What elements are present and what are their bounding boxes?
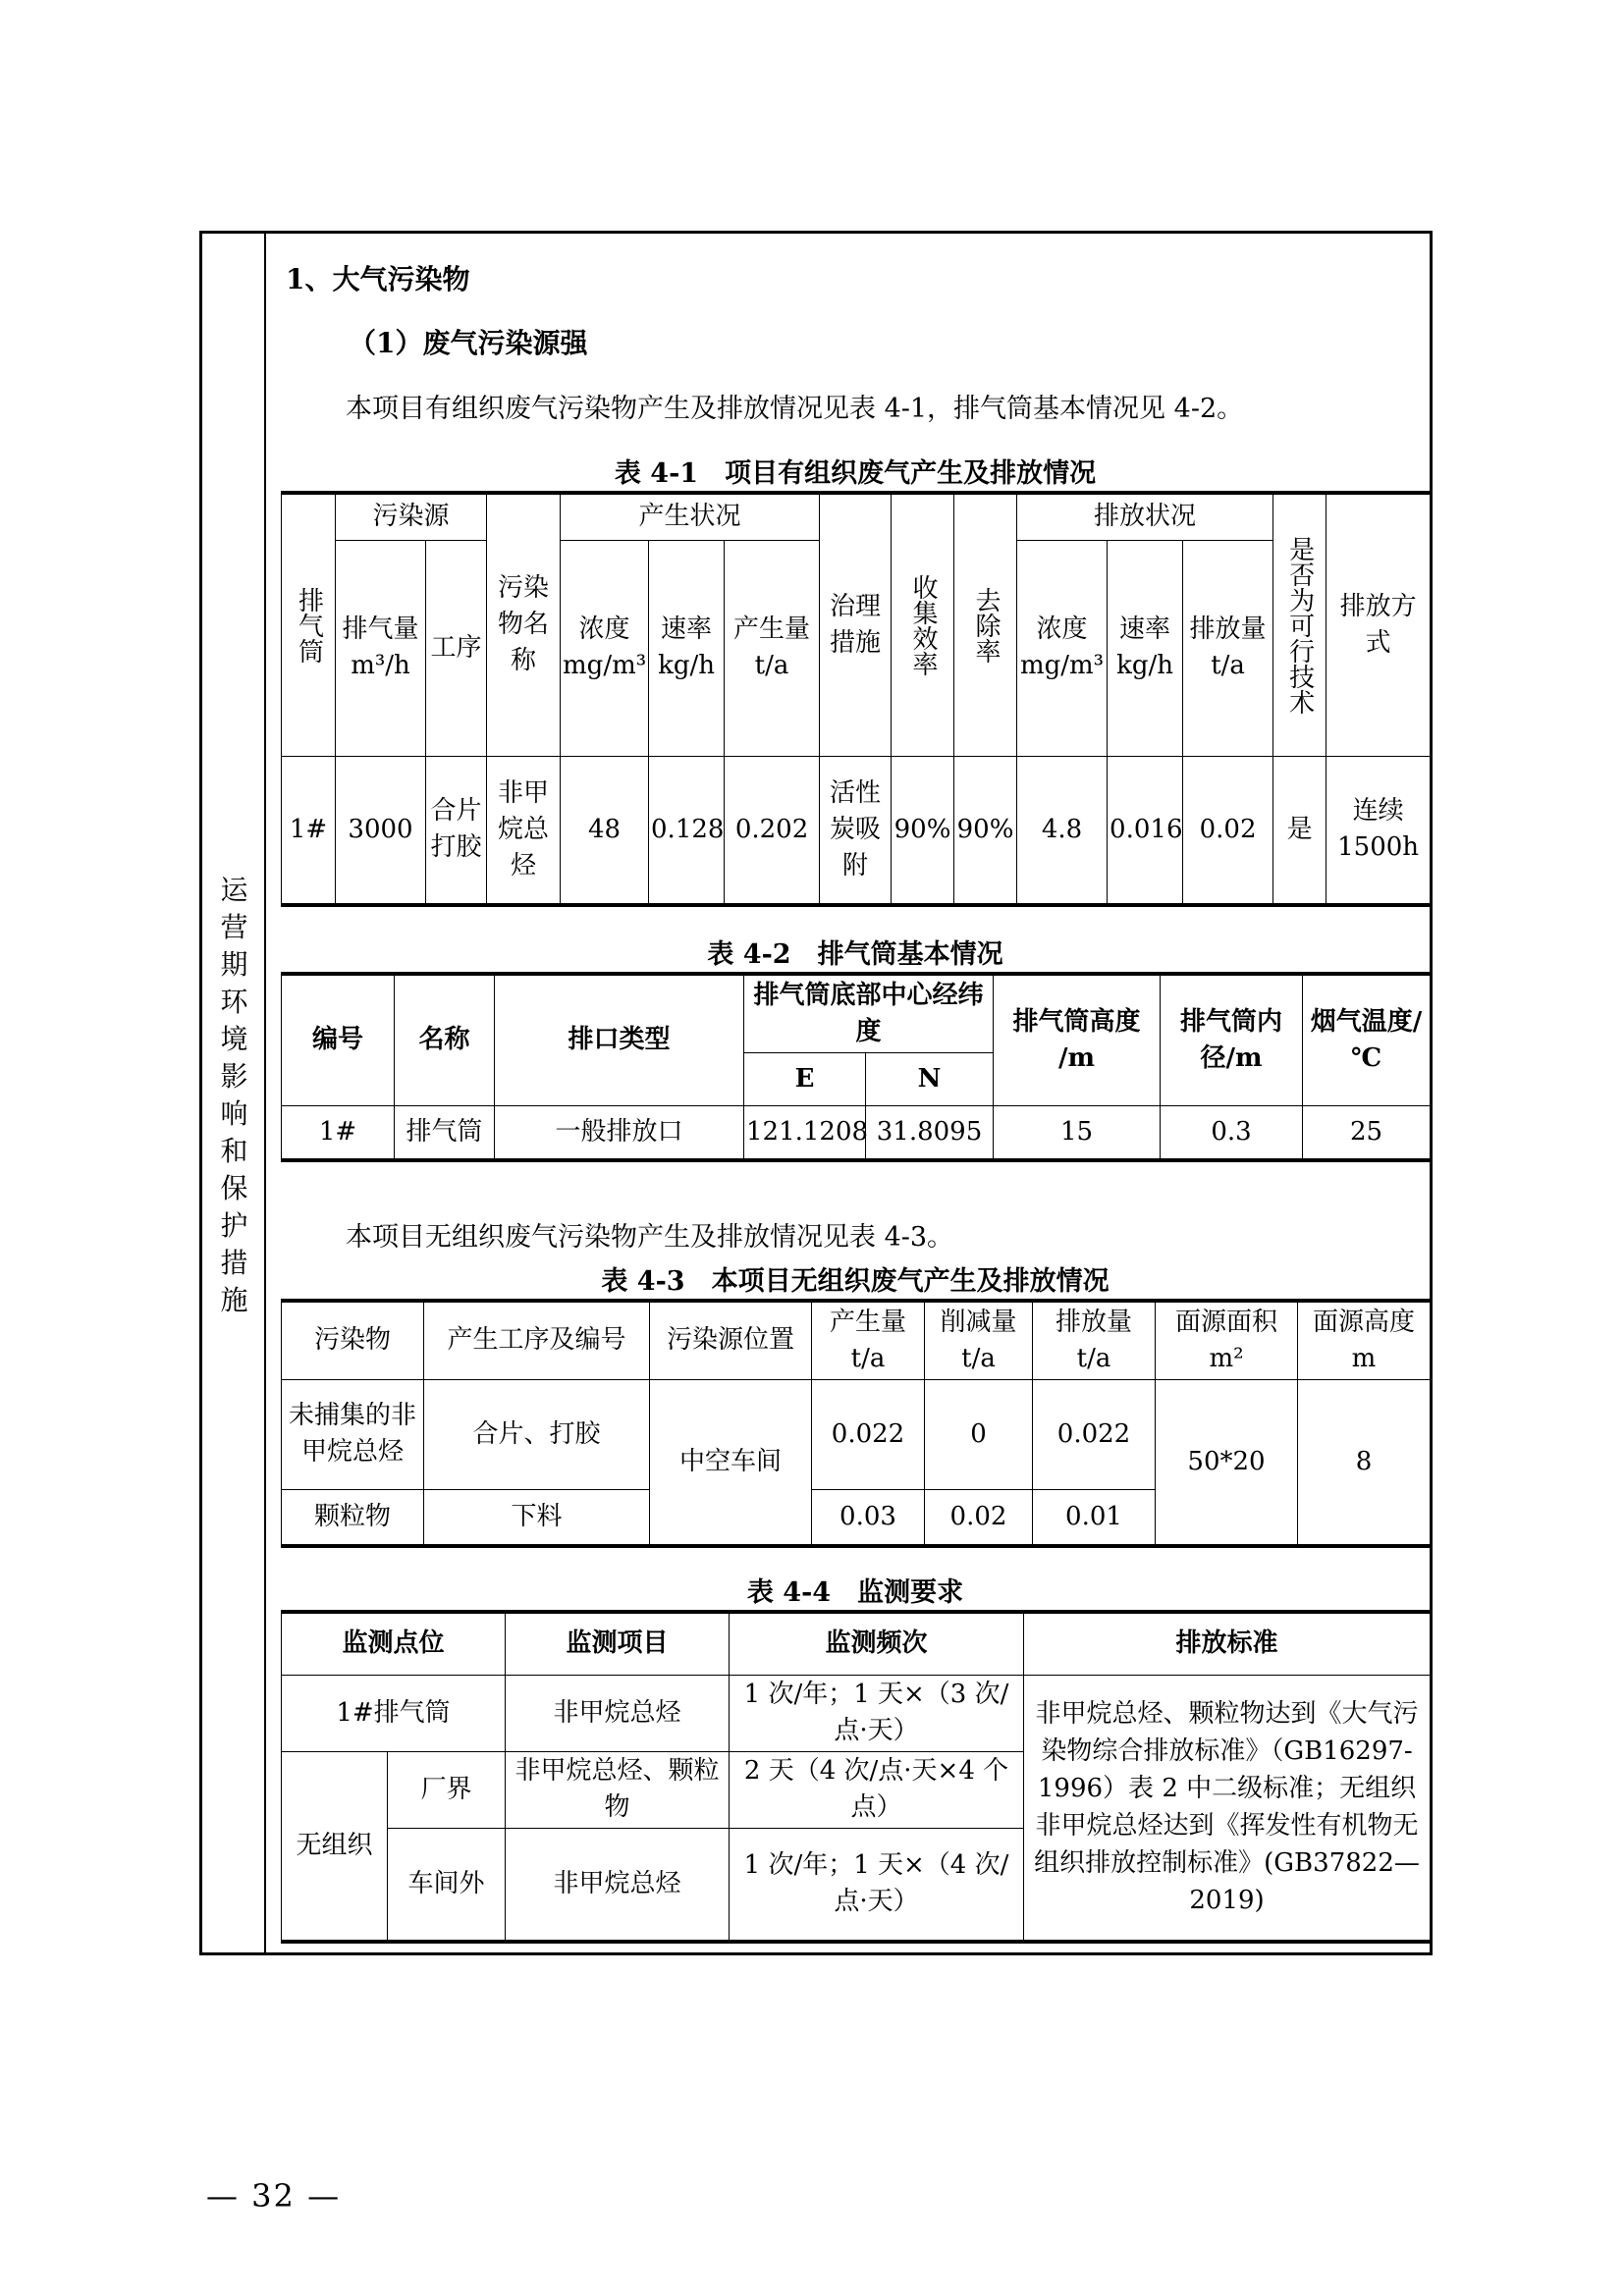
th-process: 产生工序及编号 [424,1301,650,1379]
th-generation: 产生状况 [561,493,820,540]
th-type: 排口类型 [495,974,744,1105]
th-height: 排气筒高度 /m [994,974,1161,1105]
side-label-column [202,234,266,1952]
th-coord: 排气筒底部中心经纬度 [744,974,994,1052]
th-collect-eff: 收集效率 [892,493,954,756]
table-4-3 [281,1299,1431,1548]
th-feasible: 是否为可行技术 [1273,493,1326,756]
table-row: 未捕集的非甲烷总烃 合片、打胶 中空车间 0.022 0 0.022 50*20 8 [282,1379,1431,1489]
table-row: 颗粒物 下料 0.03 0.02 0.01 [282,1489,1431,1546]
th-pollutant: 污染物名称 [487,493,561,756]
table-4-2 [281,972,1431,1162]
th-emission: 排放状况 [1017,493,1273,540]
page-number: — 32 — [206,2177,342,2215]
th-area: 面源面积 m² [1156,1301,1298,1379]
th-gen-amount: 产生量 t/a [725,540,820,756]
th-item: 监测项目 [506,1612,730,1675]
section-title: 1、大气污染物 [286,263,470,295]
th-gen-conc: 浓度 mg/m³ [561,540,649,756]
table-4-1 [281,491,1431,907]
side-label: 运 营 期 环 境 影 响 和 保 护 措 施 [220,874,248,1316]
th-diameter: 排气筒内径/m [1161,974,1303,1105]
table-row: 车间外 非甲烷总烃 1 次/年；1 天×（4 次/点·天） [282,1828,1431,1942]
th-reduction: 削减量 t/a [925,1301,1033,1379]
table-4-3-caption: 表 4-3 本项目无组织废气产生及排放情况 [601,1266,1110,1297]
th-height: 面源高度 m [1298,1301,1431,1379]
paragraph-1: 本项目有组织废气污染物产生及排放情况见表 4-1，排气筒基本情况见 4-2。 [346,394,1244,424]
th-process: 工序 [426,540,487,756]
subsection-title: （1）废气污染源强 [349,327,588,359]
th-emit-conc: 浓度 mg/m³ [1017,540,1108,756]
th-removal: 去除率 [954,493,1017,756]
th-temperature: 烟气温度/℃ [1303,974,1431,1105]
standard-cell: 非甲烷总烃、颗粒物达到《大气污染物综合排放标准》（GB16297-1996）表 2 中二级标准；无组织非甲烷总烃达到《挥发性有机物无组织排放控制标准》(GB37822—2019) [1024,1675,1431,1942]
table-row: 1#排气筒 非甲烷总烃 1 次/年；1 天×（3 次/点·天） 非甲烷总烃、颗粒物达到《大气污染物综合排放标准》（GB16297-1996）表 2 中二级标准；无组织非甲烷总烃达到《挥发性有机物无组织排放控制标准》(GB37822—2019) [282,1675,1431,1751]
th-outlet: 排气筒 [282,493,336,756]
th-emission: 排放量 t/a [1033,1301,1156,1379]
table-row: 1# 排气筒 一般排放口 121.1208 31.8095 15 0.3 25 [282,1105,1431,1160]
th-standard: 排放标准 [1024,1612,1431,1675]
th-gen-rate: 速率 kg/h [649,540,725,756]
th-treatment: 治理措施 [820,493,892,756]
th-point: 监测点位 [282,1612,506,1675]
th-generation: 产生量 t/a [812,1301,925,1379]
th-source: 污染源 [336,493,487,540]
th-emit-amount: 排放量 t/a [1183,540,1273,756]
table-4-1-caption: 表 4-1 项目有组织废气产生及排放情况 [614,458,1097,489]
table-row: 无组织 厂界 非甲烷总烃、颗粒物 2 天（4 次/点·天×4 个点） [282,1751,1431,1828]
th-name: 名称 [395,974,495,1105]
table-4-4 [281,1610,1431,1944]
th-location: 污染源位置 [650,1301,812,1379]
table-4-2-caption: 表 4-2 排气筒基本情况 [707,939,1003,970]
content-frame [199,231,1433,1955]
th-n: N [866,1052,994,1105]
th-volume: 排气量 m³/h [336,540,426,756]
th-mode: 排放方式 [1326,493,1431,756]
th-pollutant: 污染物 [282,1301,424,1379]
paragraph-2: 本项目无组织废气污染物产生及排放情况见表 4-3。 [346,1222,954,1253]
th-id: 编号 [282,974,395,1105]
th-emit-rate: 速率 kg/h [1108,540,1183,756]
th-e: E [744,1052,866,1105]
th-frequency: 监测频次 [730,1612,1024,1675]
table-row: 1# 3000 合片打胶 非甲烷总烃 48 0.128 0.202 活性炭吸附 90% 90% 4.8 0.016 0.02 是 连续 1500h [282,756,1431,905]
table-4-4-caption: 表 4-4 监测要求 [746,1577,964,1608]
